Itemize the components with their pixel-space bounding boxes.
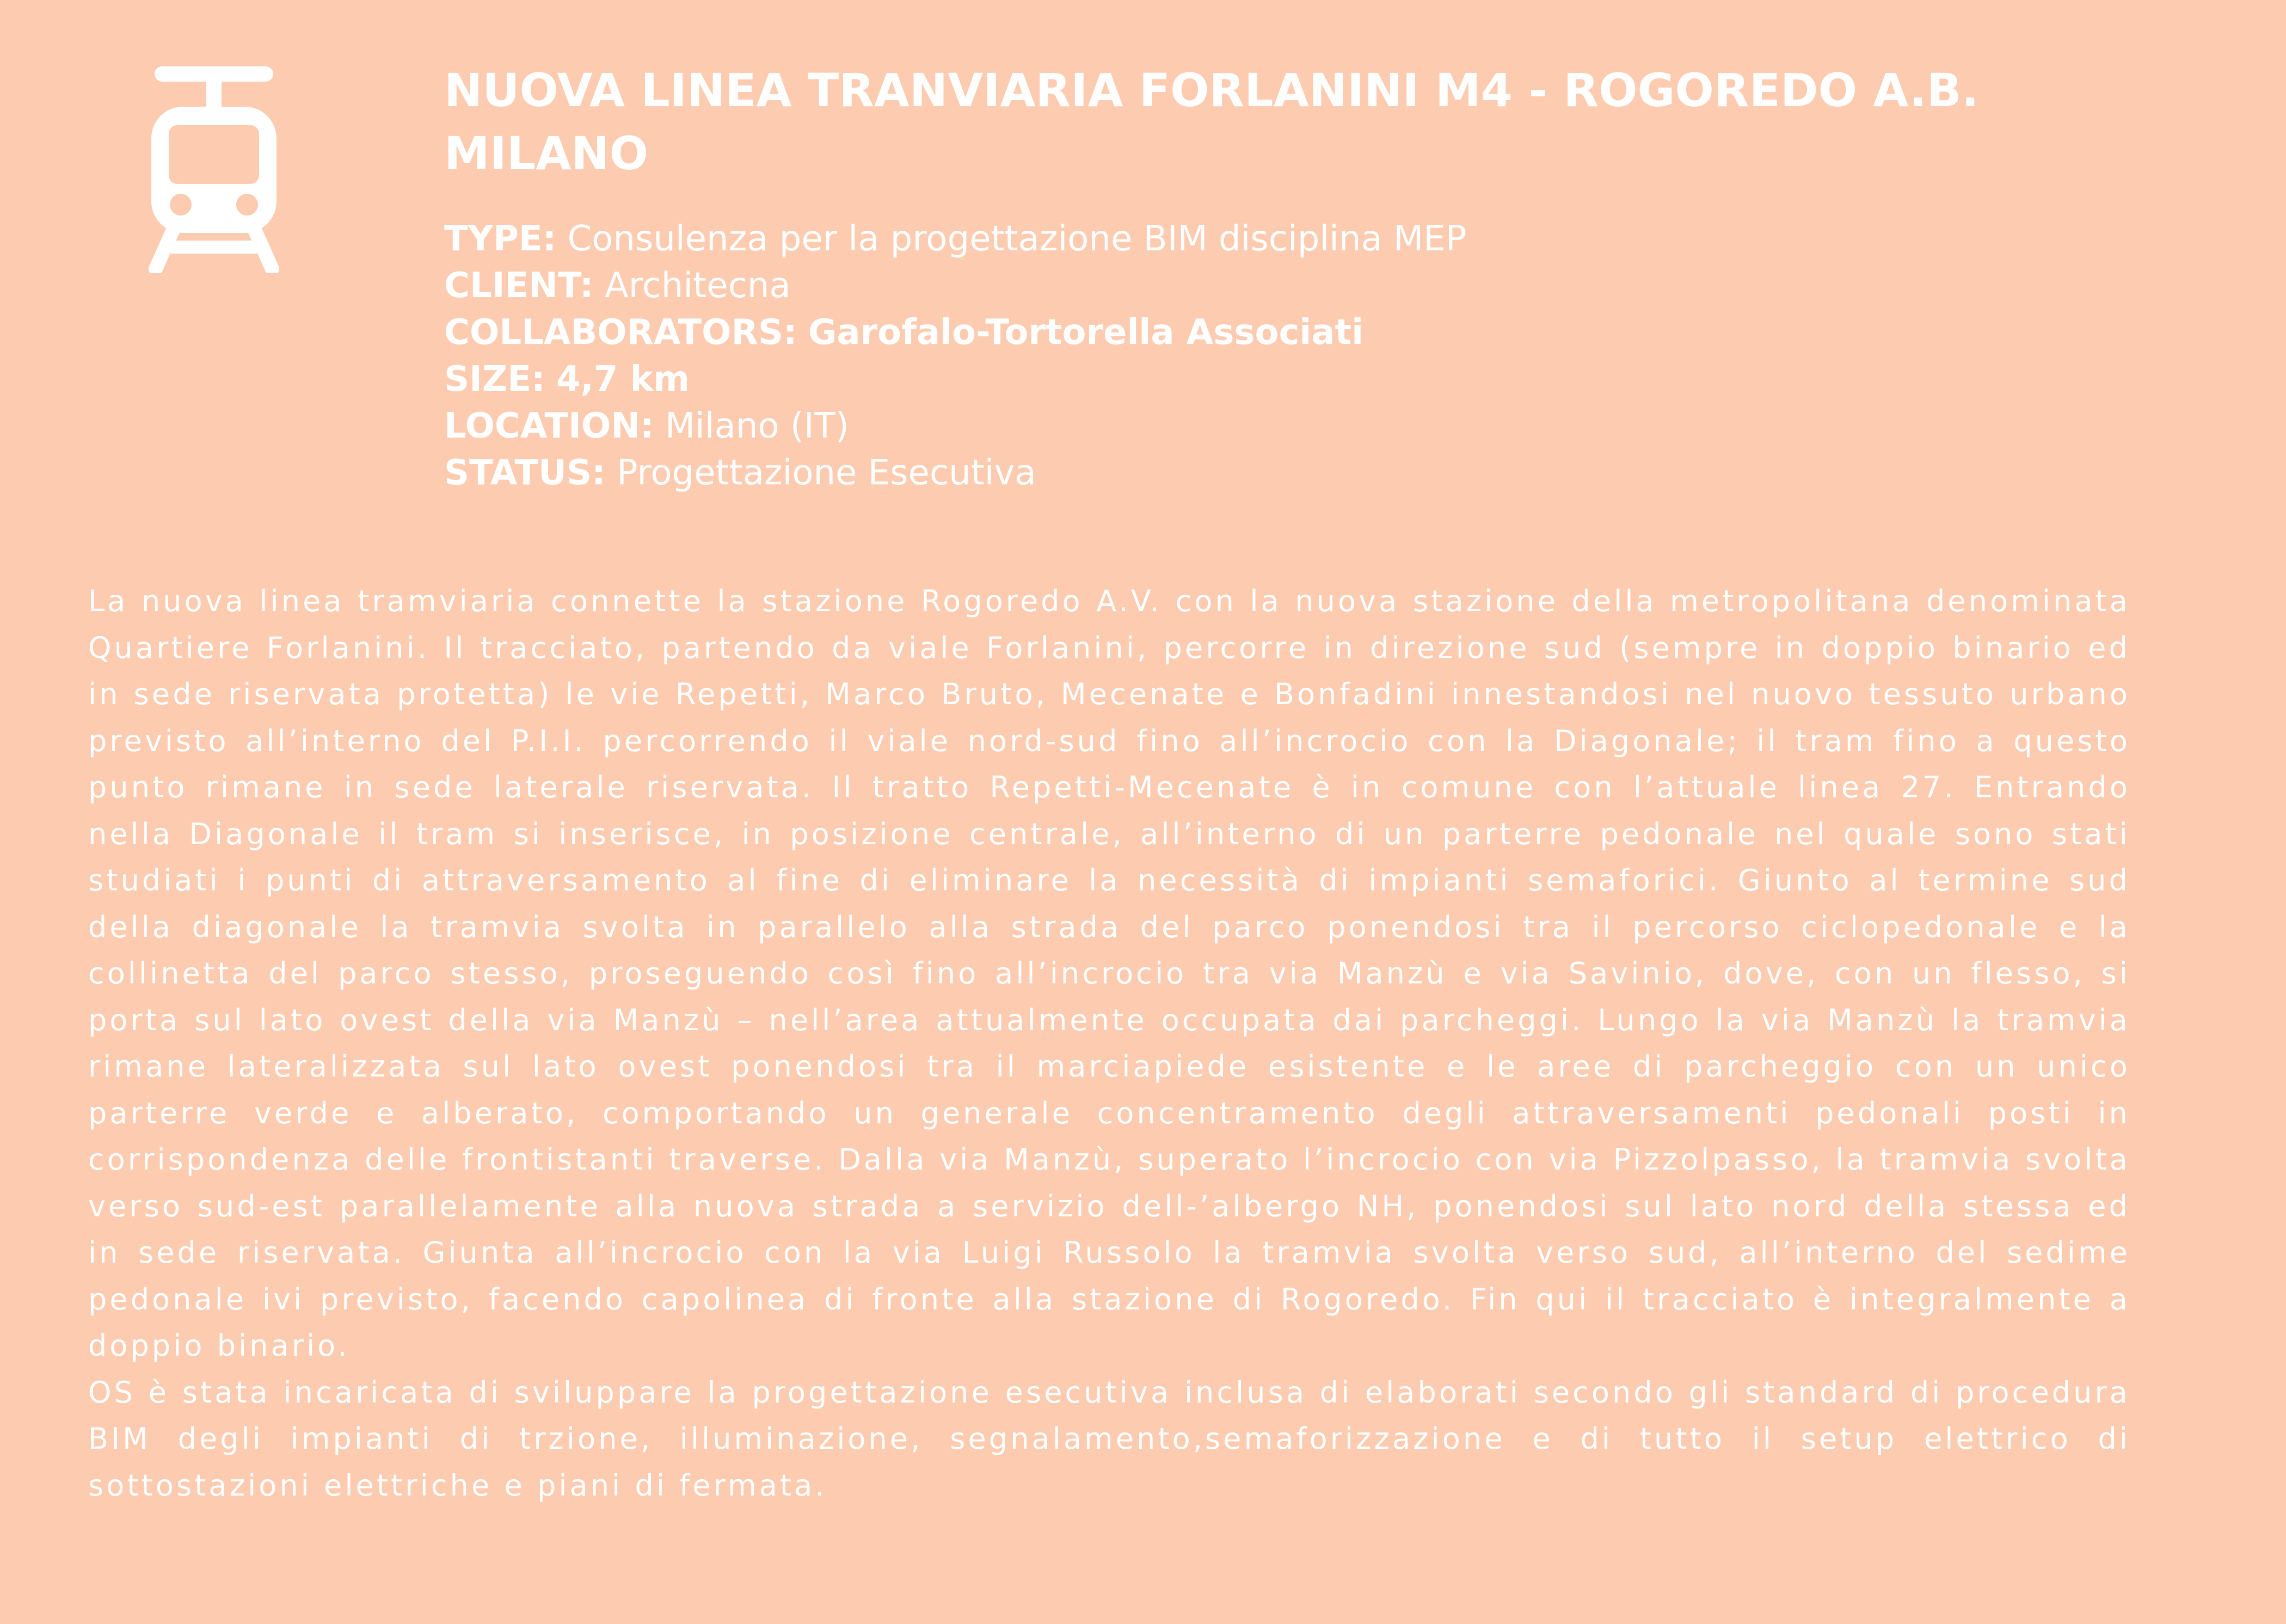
spec-status-value: Progettazione Esecutiva: [617, 453, 1036, 493]
spec-collaborators: [444, 309, 2186, 356]
project-header: [444, 59, 2186, 496]
spec-location-value: Milano (IT): [665, 406, 849, 446]
spec-type-value: Consulenza per la progettazione BIM disciplina MEP: [567, 219, 1467, 259]
spec-size-label: SIZE:: [444, 359, 545, 399]
spec-client: [444, 262, 2186, 309]
project-title-line-2: MILANO: [444, 127, 649, 180]
spec-location-label: LOCATION:: [444, 406, 654, 446]
spec-client-value: Architecna: [604, 266, 791, 306]
project-title-line-1: NUOVA LINEA TRANVIARIA FORLANINI M4 - ROGOREDO A.B.: [444, 64, 1979, 117]
project-title: [444, 59, 2186, 185]
project-specs: [444, 216, 2186, 496]
spec-status-label: STATUS:: [444, 453, 606, 493]
spec-collaborators-value: Garofalo-Tortorella Associati: [808, 312, 1364, 353]
tram-icon: [146, 64, 282, 273]
spec-collaborators-label: COLLABORATORS:: [444, 312, 797, 353]
spec-client-label: CLIENT:: [444, 266, 594, 306]
description-paragraph-1: La nuova linea tramviaria connette la stazione Rogoredo A.V. con la nuova stazione della metropolitana denominata Quartiere Forlanini. Il tracciato, partendo da viale Forlanini, percorre in direzione sud (sempre in doppio binario ed in sede riservata protetta) le vie Repetti, Marco Bruto, Mecenate e Bonfadini innestandosi nel nuovo tessuto urbano previsto all’interno del P.I.I. percorrendo il viale nord-sud fino all’incrocio con la Diagonale; il tram fino a questo punto rimane in sede laterale riservata. Il tratto Repetti-Mecenate è in comune con l’attuale linea 27. Entrando nella Diagonale il tram si inserisce, in posizione centrale, all’interno di un parterre pedonale nel quale sono stati studiati i punti di attraversamento al fine di eliminare la necessità di impianti semaforici. Giunto al termine sud della diagonale la tramvia svolta in parallelo alla strada del parco ponendosi tra il percorso ciclopedonale e la collinetta del parco stesso, proseguendo così fino all’incrocio tra via Manzù e via Savinio, dove, con un flesso, si porta sul lato ovest della via Manzù – nell’area attualmente occupata dai parcheggi. Lungo la via Manzù la tramvia rimane lateralizzata sul lato ovest ponendosi tra il marciapiede esistente e le aree di parcheggio con un unico parterre verde e alberato, comportando un generale concentramento degli attraversamenti pedonali posti in corrispondenza delle frontistanti traverse. Dalla via Manzù, superato l’incrocio con via Pizzolpasso, la tramvia svolta verso sud-est parallelamente alla nuova strada a servizio dell-’albergo NH, ponendosi sul lato nord della stessa ed in sede riservata. Giunta all’incrocio con la via Luigi Russolo la tramvia svolta verso sud, all’interno del sedime pedonale ivi previsto, facendo capolinea di fronte alla stazione di Rogoredo. Fin qui il tracciato è integralmente a doppio binario.: [88, 584, 2130, 1363]
spec-location: [444, 403, 2186, 450]
spec-size: [444, 356, 2186, 403]
project-description: [88, 578, 2130, 1509]
spec-size-value: 4,7 km: [556, 359, 690, 399]
spec-type-label: TYPE:: [444, 219, 557, 259]
spec-type: [444, 216, 2186, 262]
spec-status: [444, 450, 2186, 496]
description-paragraph-2: OS è stata incaricata di sviluppare la progettazione esecutiva inclusa di elaborati secondo gli standard di procedura BIM degli impianti di trzione, illuminazione, segnalamento,semaforizzazione e di tutto il setup elettrico di sottostazioni elettriche e piani di fermata.: [88, 1375, 2130, 1503]
